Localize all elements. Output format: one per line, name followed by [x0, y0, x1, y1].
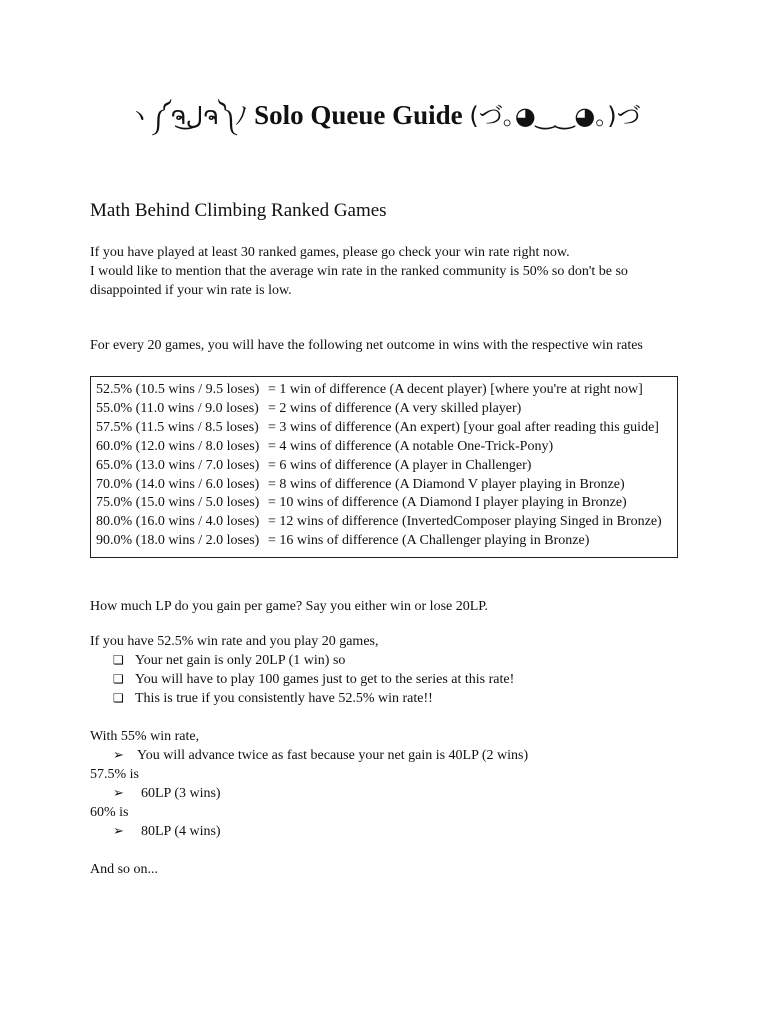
case-60-bullets	[113, 822, 221, 841]
list-item	[113, 689, 514, 708]
intro-line: If you have played at least 30 ranked games, please go check your win rate right now.	[90, 245, 570, 260]
outcome-cell: = 8 wins of difference (A Diamond V player playing in Bronze)	[268, 476, 625, 492]
list-item-text: 60LP (3 wins)	[141, 786, 221, 801]
table-intro: For every 20 games, you will have the following net outcome in wins with the respective win rates	[90, 338, 643, 353]
case-52-5-intro: If you have 52.5% win rate and you play 20 games,	[90, 634, 379, 649]
outcome-cell: = 10 wins of difference (A Diamond I player playing in Bronze)	[268, 495, 627, 511]
intro-paragraph	[90, 243, 628, 300]
outcome-cell: = 12 wins of difference (InvertedComposer playing Singed in Bronze)	[268, 514, 662, 530]
checkbox-icon: ❏	[113, 691, 124, 705]
outcome-cell: = 4 wins of difference (A notable One-Trick-Pony)	[268, 438, 554, 454]
list-item-text: 80LP (4 wins)	[141, 824, 221, 839]
case-55-bullets	[113, 746, 528, 765]
table-row	[96, 457, 677, 476]
list-item-text: Your net gain is only 20LP (1 win) so	[135, 653, 346, 668]
list-item	[113, 651, 514, 670]
rate-cell: 70.0% (14.0 wins / 6.0 loses)	[96, 476, 260, 492]
title-text: Solo Queue Guide	[254, 100, 463, 130]
table-row	[96, 513, 677, 532]
rate-cell: 60.0% (12.0 wins / 8.0 loses)	[96, 438, 260, 454]
doc-title	[0, 96, 768, 135]
list-item-text: You will advance twice as fast because your net gain is 40LP (2 wins)	[137, 748, 529, 763]
outcome-cell: = 2 wins of difference (A very skilled player)	[268, 400, 522, 416]
list-item	[113, 746, 528, 765]
table-row	[96, 532, 677, 551]
list-item-text: You will have to play 100 games just to get to the series at this rate!	[135, 672, 515, 687]
title-prefix-emoticon: ヽ༼ຈل͜ຈ༽ﾉ	[127, 102, 248, 130]
arrowhead-icon: ➢	[113, 786, 124, 801]
case-57-5-intro: 57.5% is	[90, 767, 139, 782]
list-item-text: This is true if you consistently have 52.5% win rate!!	[135, 691, 433, 706]
title-suffix-emoticon: (づ｡◕‿‿◕｡)づ	[469, 102, 641, 130]
rate-cell: 52.5% (10.5 wins / 9.5 loses)	[96, 382, 260, 397]
table-row	[96, 400, 677, 419]
case-57-5-bullets	[113, 784, 221, 803]
rate-cell: 75.0% (15.0 wins / 5.0 loses)	[96, 495, 260, 511]
intro-line: disappointed if your win rate is low.	[90, 283, 292, 298]
intro-line: I would like to mention that the average win rate in the ranked community is 50% so don't be so	[90, 264, 628, 279]
lp-question: How much LP do you gain per game? Say you either win or lose 20LP.	[90, 599, 489, 614]
case-60-intro: 60% is	[90, 805, 129, 820]
checkbox-icon: ❏	[113, 672, 124, 686]
outcome-cell: = 3 wins of difference (An expert) [your goal after reading this guide]	[268, 419, 659, 435]
list-item	[113, 784, 221, 803]
closing-text: And so on...	[90, 862, 159, 877]
rate-cell: 65.0% (13.0 wins / 7.0 loses)	[96, 457, 260, 473]
outcome-cell: = 6 wins of difference (A player in Challenger)	[268, 457, 532, 473]
rate-cell: 90.0% (18.0 wins / 2.0 loses)	[96, 533, 260, 549]
table-row	[96, 381, 677, 400]
case-52-5-bullets	[113, 651, 514, 708]
list-item	[113, 822, 221, 841]
rate-cell: 55.0% (11.0 wins / 9.0 loses)	[96, 400, 259, 416]
rate-cell: 80.0% (16.0 wins / 4.0 loses)	[96, 514, 260, 530]
table-row	[96, 476, 677, 495]
win-rate-table	[90, 376, 678, 558]
outcome-cell: = 1 win of difference (A decent player) [where you're at right now]	[268, 382, 643, 397]
table-row	[96, 419, 677, 438]
arrowhead-icon: ➢	[113, 748, 124, 763]
table-row	[96, 438, 677, 457]
section-heading: Math Behind Climbing Ranked Games	[90, 200, 387, 221]
checkbox-icon: ❏	[113, 653, 124, 667]
table-row	[96, 494, 677, 513]
case-55-intro: With 55% win rate,	[90, 729, 200, 744]
rate-cell: 57.5% (11.5 wins / 8.5 loses)	[96, 419, 259, 435]
arrowhead-icon: ➢	[113, 824, 124, 839]
list-item	[113, 670, 514, 689]
outcome-cell: = 16 wins of difference (A Challenger playing in Bronze)	[268, 533, 590, 549]
